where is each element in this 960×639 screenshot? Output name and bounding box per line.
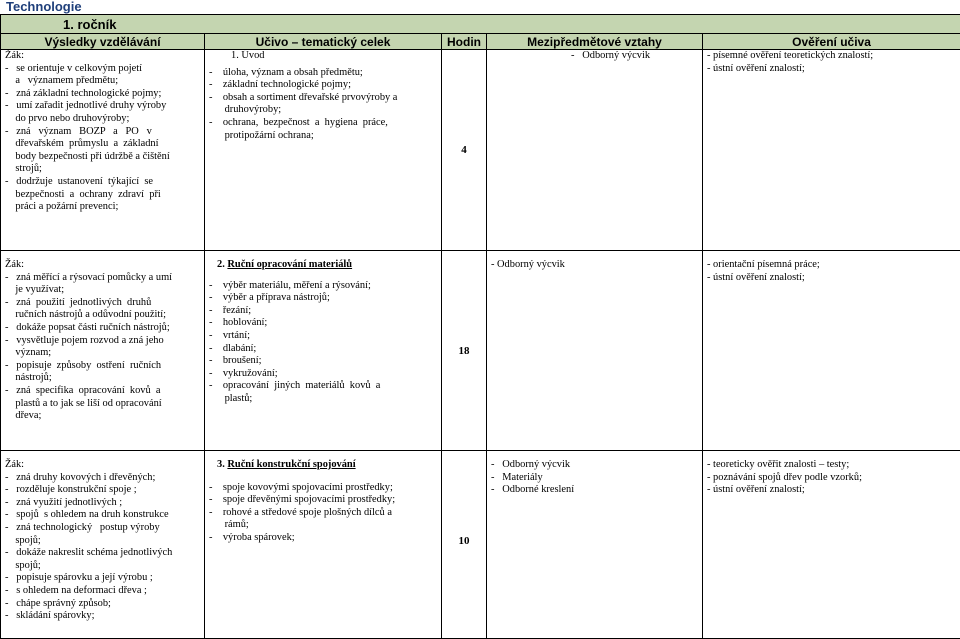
list-item: - úloha, význam a obsah předmětu; — [209, 66, 363, 78]
list-item: - Materiály — [491, 471, 543, 483]
list-item: - spojů s ohledem na druh konstrukce — [5, 509, 169, 521]
vysledky-cell — [1, 251, 205, 451]
list-item: - ochrana, bezpečnost a hygiena práce, — [209, 116, 388, 128]
list-item: - písemné ověření teoretických znalostí; — [707, 50, 874, 61]
list-item: - zná využití jednotlivých ; — [5, 496, 123, 508]
header-hodin: Hodin — [442, 34, 487, 50]
list-item: - zná význam BOZP a PO v — [5, 125, 152, 137]
list-item: - výběr materiálu, měření a rýsování; — [209, 279, 371, 291]
curriculum-table — [0, 14, 960, 639]
ucivo-cell — [205, 451, 442, 639]
list-item: - ústní ověření znalostí; — [707, 62, 805, 74]
list-item: - výběr a příprava nástrojů; — [209, 292, 330, 304]
list-item: - popisuje spárovku a její výrobu ; — [5, 572, 153, 584]
zak-label: Žák: — [5, 459, 25, 470]
overeni-cell — [703, 451, 960, 639]
list-item: - dokáže nakreslit schéma jednotlivých — [5, 547, 173, 559]
list-item: nástrojů; — [5, 372, 52, 384]
grade-header: 1. ročník — [1, 15, 960, 34]
list-item: strojů; — [5, 163, 42, 175]
list-item: - hoblování; — [209, 317, 268, 329]
list-item: - zná druhy kovových i dřevěných; — [5, 471, 156, 483]
page-title: Technologie — [6, 0, 82, 14]
list-item: - vysvětluje pojem rozvod a zná jeho — [5, 334, 164, 346]
list-item: body bezpečnosti při údržbě a čištění — [5, 150, 170, 162]
list-item: a významem předmětu; — [5, 75, 119, 87]
list-item: rámů; — [209, 519, 249, 531]
list-item: - zná specifika opracování kovů a — [5, 384, 161, 396]
list-item: - rohové a středové spoje plošných dílců a — [209, 506, 392, 518]
list-item: dřevařském průmyslu a základní — [5, 138, 159, 150]
section-number: 3. — [217, 459, 225, 470]
list-item: ručních nástrojů a odůvodní použití; — [5, 309, 167, 321]
list-item: je využívat; — [5, 284, 65, 296]
list-item: spojů; — [5, 534, 41, 546]
ucivo-cell — [205, 50, 442, 251]
list-item: - Odborný výcvik — [571, 50, 651, 61]
list-item: - zná použití jednotlivých druhů — [5, 296, 152, 308]
mezi-cell — [487, 50, 703, 251]
list-item: - výroba spárovek; — [209, 531, 295, 543]
list-item: - spoje dřevěnými spojovacími prostředky; — [209, 494, 396, 506]
hodin-cell: 4 — [442, 50, 487, 251]
section-number: 1. — [231, 50, 239, 61]
list-item: - řezání; — [209, 304, 252, 316]
hodin-cell: 10 — [442, 451, 487, 639]
list-item: - vykružování; — [209, 367, 278, 379]
section-number: 2. — [217, 259, 225, 270]
list-item: plastů; — [209, 392, 253, 404]
list-item: - základní technologické pojmy; — [209, 79, 351, 91]
list-item: - ústní ověření znalostí; — [707, 271, 805, 283]
list-item: - umí zařadit jednotlivé druhy výroby — [5, 100, 167, 112]
list-item: - dodržuje ustanovení týkající se — [5, 175, 154, 187]
list-item: - se orientuje v celkovým pojetí — [5, 62, 143, 74]
list-item: - Odborný výcvik — [491, 459, 571, 470]
list-item: - popisuje způsoby ostření ručních — [5, 359, 162, 371]
zak-label: Žák: — [5, 259, 25, 270]
vysledky-cell — [1, 451, 205, 639]
list-item: - zná měřící a rýsovací pomůcky a umí — [5, 271, 173, 283]
list-item: bezpečnosti a ochrany zdraví při — [5, 188, 161, 200]
table-row — [1, 451, 960, 639]
list-item: - opracování jiných materiálů kovů a — [209, 380, 381, 392]
list-item: - ústní ověření znalostí; — [707, 484, 805, 496]
list-item: - chápe správný způsob; — [5, 597, 111, 609]
list-item: - broušení; — [209, 355, 262, 367]
list-item: - orientační písemná práce; — [707, 259, 820, 270]
section-title: Úvod — [241, 50, 265, 61]
ucivo-cell — [205, 251, 442, 451]
header-ucivo: Učivo – tematický celek — [205, 34, 442, 50]
list-item: - dlabání; — [209, 342, 257, 354]
list-item: práci a požární prevenci; — [5, 201, 119, 213]
list-item: plastů a to jak se liší od opracování — [5, 397, 162, 409]
table-row — [1, 50, 960, 251]
list-item: - dokáže popsat části ručních nástrojů; — [5, 321, 170, 333]
list-item: - skládání spárovky; — [5, 610, 95, 622]
header-mezi: Mezipředmětové vztahy — [487, 34, 703, 50]
header-overeni: Ověření učiva — [703, 34, 960, 50]
section-title: Ruční opracování materiálů — [227, 259, 353, 270]
list-item: - spoje kovovými spojovacími prostředky; — [209, 481, 393, 493]
mezi-cell — [487, 451, 703, 639]
table-row — [1, 251, 960, 451]
list-item: význam; — [5, 347, 52, 359]
list-item: - s ohledem na deformaci dřeva ; — [5, 584, 147, 596]
section-title: Ruční konstrukční spojování — [227, 459, 356, 470]
list-item: - Odborný výcvik — [491, 259, 565, 270]
vysledky-cell — [1, 50, 205, 251]
list-item: do prvo nebo druhovýroby; — [5, 112, 130, 124]
list-item: protipožární ochrana; — [209, 129, 314, 141]
list-item: - teoreticky ověřit znalosti – testy; — [707, 459, 850, 470]
list-item: - vrtání; — [209, 329, 250, 341]
zak-label: Žák: — [5, 50, 25, 61]
list-item: - poznávání spojů dřev podle vzorků; — [707, 471, 862, 483]
list-item: - Odborné kreslení — [491, 484, 575, 496]
mezi-cell — [487, 251, 703, 451]
overeni-cell — [703, 50, 960, 251]
list-item: druhovýroby; — [209, 104, 282, 116]
list-item: - obsah a sortiment dřevařské prvovýroby a — [209, 91, 398, 103]
list-item: spojů; — [5, 559, 41, 571]
overeni-cell — [703, 251, 960, 451]
header-vysledky: Výsledky vzdělávání — [1, 34, 205, 50]
hodin-cell: 18 — [442, 251, 487, 451]
list-item: - rozděluje konstrukční spoje ; — [5, 484, 137, 496]
list-item: - zná základní technologické pojmy; — [5, 87, 162, 99]
list-item: dřeva; — [5, 410, 42, 422]
list-item: - zná technologický postup výroby — [5, 521, 160, 533]
